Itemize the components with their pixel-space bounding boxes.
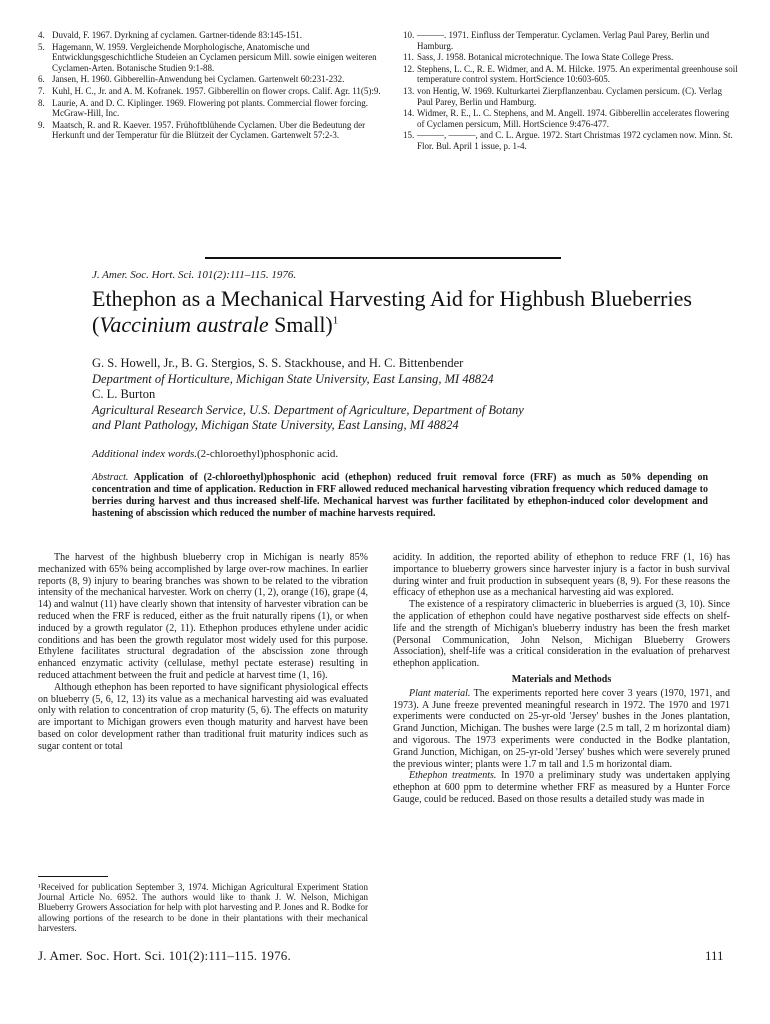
references-section bbox=[38, 30, 738, 153]
footer-citation: J. Amer. Soc. Hort. Sci. 101(2):111–115. 1976. bbox=[38, 948, 291, 963]
author-affiliation: Agricultural Research Service, U.S. Department of Agriculture, Department of Botany bbox=[92, 402, 524, 417]
reference-item: 10. ———. 1971. Einfluss der Temperatur. Cyclamen. Verlag Paul Parey, Berlin und Hamburg. bbox=[403, 30, 710, 51]
authors-block bbox=[92, 356, 712, 434]
references-left-column bbox=[38, 30, 383, 153]
title-scientific-name: Vaccinium australe bbox=[99, 312, 269, 337]
body-left-column bbox=[38, 552, 368, 753]
abstract bbox=[92, 472, 708, 520]
page-number: 111 bbox=[705, 948, 724, 963]
author-affiliation: Department of Horticulture, Michigan State University, East Lansing, MI 48824 bbox=[92, 371, 494, 386]
references-right-column bbox=[403, 30, 738, 153]
author-names: C. L. Burton bbox=[92, 387, 156, 401]
paragraph-heading: Ethephon treatments. bbox=[409, 770, 497, 782]
reference-item: 9. Maatsch, R. and R. Kaever. 1957. Frühoftblühende Cyclamen. Uber die Bedeutung der Herkunft und der Temperatur für die Blützeit der Cyclamen. Gartenwelt 57:2-3. bbox=[38, 119, 366, 141]
body-paragraph: acidity. In addition, the reported ability of ethephon to reduce FRF (1, 16) has importance to blueberry growers since harvester injury is a factor in bush survival during winter and fruit production in subsequent years (8, 9). For these reasons the efficacy of ethephon use as a mechanical harvesting aid was explored. bbox=[393, 552, 730, 599]
abstract-label: Abstract. bbox=[92, 472, 129, 483]
section-divider bbox=[205, 257, 561, 259]
abstract-text: Application of (2-chloroethyl)phosphonic acid (ethephon) reduced fruit removal force (FRF) as much as 50% depending on concentration and time of application. Reduction in FRF allowed reduced mechanical harvesting vibration frequency which reduced damage to berries during harvest and thus increased shelf-life. Mechanical harvest was further facilitated by ethephon-induced color development and hastening of abscission which reduced the number of machine harvests required. bbox=[92, 472, 709, 519]
body-paragraph: Ethephon treatments. In 1970 a preliminary study was undertaken applying ethephon at 600 ppm to determine whether FRF as measured by a Hunter Force Gauge, could be reduced. Based on those results a detailed study was made in bbox=[393, 770, 731, 805]
article-title bbox=[92, 286, 732, 338]
index-words-label: Additional index words. bbox=[92, 448, 198, 460]
reference-item: 13. von Hentig, W. 1969. Kulturkartei Zierpflanzenbau. Cyclamen persicum. (C). Verlag Paul Parey, Berlin und Hamburg. bbox=[403, 85, 723, 107]
section-heading: Materials and Methods bbox=[511, 673, 612, 685]
body-paragraph: Plant material. The experiments reported here cover 3 years (1970, 1971, and 1973). A June freeze prevented meaningful research in 1972. The 1970 and 1971 experiments were conducted on 25-yr-old 'Jersey' bushes in the Jones plantation, Grand Junction, Michigan. The bushes were large (2.5 m tall, 2 m horizontal diam) and vigorous. The 1973 experiments were conducted in the Bodke plantation, Grand Junction, Michigan, on 25-yr-old 'Jersey' bushes which were severely pruned the previous winter; plants were 1.7 m tall and 1.5 m horizontal diam. bbox=[393, 687, 730, 770]
footnote: ¹Received for publication September 3, 1974. Michigan Agricultural Experiment Station Journal Article No. 6952. The authors would like to thank J. W. Nelson, Michigan Blueberry Growers Association for help with plot harvesting and P. Jones and R. Bodke for allowing portions of the research to be done in their plantations with their mechanical harvesters. bbox=[38, 882, 368, 933]
reference-item: 11. Sass, J. 1958. Botanical microtechnique. The Iowa State College Press. bbox=[403, 52, 674, 63]
body-paragraph: Although ethephon has been reported to have significant physiological effects on blueberry (5, 6, 12, 13) its value as a mechanical harvesting aid was evaluated only with relation to concentration of crop maturity (5, 6). The effects on maturity are important to Michigan growers even though maturity and harvest have been based on color development rather than traditional fruit maturity indices such as sugar content or total bbox=[38, 681, 368, 752]
reference-item: 5. Hagemann, W. 1959. Vergleichende Morphologische, Anatomische und Entwicklungsgeschichtliche Studeien an Cyclamen persicum Mill. sowie einigen weiteren Cyclamen-Arten. Botanische Studien 9:1-88. bbox=[38, 41, 377, 73]
body-right-column bbox=[393, 552, 730, 806]
title-main: Ethephon as a Mechanical Harvesting Aid for Highbush Blueberries ( bbox=[92, 286, 692, 337]
journal-citation: J. Amer. Soc. Hort. Sci. 101(2):111–115. 1976. bbox=[92, 269, 297, 281]
author-names: G. S. Howell, Jr., B. G. Stergios, S. S. Stackhouse, and H. C. Bittenbender bbox=[92, 356, 464, 370]
index-words bbox=[92, 448, 338, 460]
body-paragraph: The existence of a respiratory climacteric in blueberries is argued (3, 10). Since the application of ethephon could have negative postharvest side effects on shelf-life and the strength of Michigan's blueberry industry has been the fresh market (Personal Communication, John Nelson, Michigan Blueberry Growers Association), shelf-life was a critical consideration in the evaluation of preharvest ethephon application. bbox=[393, 599, 730, 670]
reference-item: 14. Widmer, R. E., L. C. Stephens, and M. Angell. 1974. Gibberellin accelerates flowering of Cyclamen persicum, Mill. HortScience 9:476-477. bbox=[403, 108, 730, 129]
reference-item: 15. ———, ———, and C. L. Argue. 1972. Start Christmas 1972 cyclamen now. Minn. St. Flor. Bul. April 1 issue, p. 1-4. bbox=[403, 130, 733, 151]
body-paragraph: The harvest of the highbush blueberry crop in Michigan is nearly 85% mechanized with 65% being accomplished by large over-row machines. In earlier reports (8, 9) injury to bearing branches was shown to be related to the vibration intensity of the mechanical harvester. Work on cherry (1, 2), orange (16), grape (4, 14) and walnut (11) have clearly shown that intensity of harvester vibration can be reduced when the FRF is reduced, either as the fruit naturally ripens (1), or when induced by a growth regulator (2, 11). Ethephon produces ethylene under acidic conditions and has been the growth regulator most widely used for this purpose. Ethylene facilitates structural degradation of the abscission zone through enhanced enzymatic activity (cellulase, methyl pectate esterase) resulting in reduced attachment between the fruit and pedicle at harvest time (1, 16). bbox=[38, 552, 368, 681]
reference-item: 12. Stephens, L. C., R. E. Widmer, and A. M. Hilcke. 1975. An experimental greenhouse soil temperature control system. HortScience 10:603-605. bbox=[403, 63, 738, 85]
title-end: Small) bbox=[268, 312, 333, 337]
paragraph-heading: Plant material. bbox=[409, 687, 471, 699]
footnote-divider bbox=[38, 876, 108, 877]
reference-item: 7. Kuhl, H. C., Jr. and A. M. Kofranek. 1957. Gibberellin on flower crops. Calif. Agr. 11(5):9. bbox=[38, 85, 381, 96]
title-footnote-mark: 1 bbox=[332, 314, 339, 327]
reference-item: 4. Duvald, F. 1967. Dyrkning af cyclamen. Gartner-tidende 83:145-151. bbox=[38, 30, 303, 40]
reference-item: 6. Jansen, H. 1960. Gibberellin-Anwendung bei Cyclamen. Gartenwelt 60:231-232. bbox=[38, 74, 345, 85]
reference-item: 8. Laurie, A. and D. C. Kiplinger. 1969. Flowering pot plants. Commercial flower forcing. McGraw-Hill, Inc. bbox=[38, 97, 368, 119]
author-affiliation: and Plant Pathology, Michigan State University, East Lansing, MI 48824 bbox=[92, 418, 459, 432]
index-words-text: (2-chloroethyl)phosphonic acid. bbox=[197, 448, 339, 460]
